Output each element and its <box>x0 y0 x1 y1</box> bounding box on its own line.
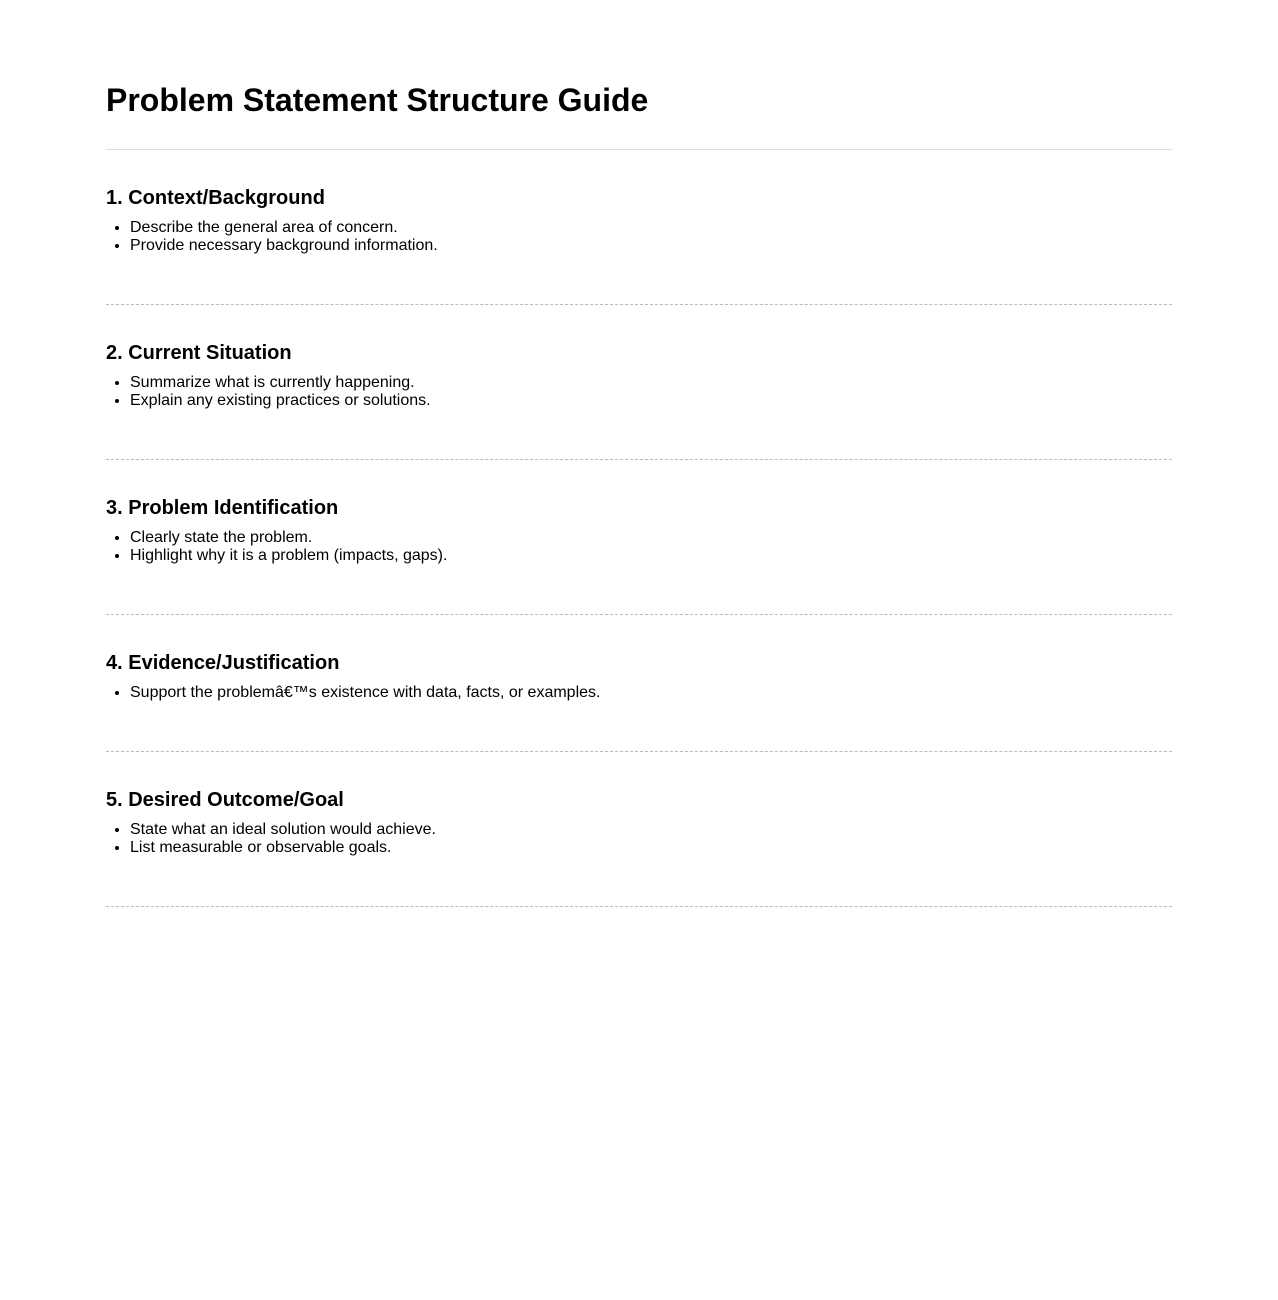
section-heading: 5. Desired Outcome/Goal <box>106 789 344 811</box>
page-title: Problem Statement Structure Guide <box>106 82 649 118</box>
section-context-background <box>106 150 1172 305</box>
bullet-list <box>106 374 1172 410</box>
section-problem-identification <box>106 460 1172 615</box>
list-item: • Explain any existing practices or solutions. <box>130 392 1172 410</box>
list-item: • List measurable or observable goals. <box>130 839 1172 857</box>
section-desired-outcome-goal <box>106 752 1172 907</box>
section-heading: 4. Evidence/Justification <box>106 652 340 674</box>
list-item: • Support the problemâ€™s existence with data, facts, or examples. <box>130 684 1172 702</box>
section-heading: 1. Context/Background <box>106 187 325 209</box>
bullet-list <box>106 529 1172 565</box>
section-heading: 3. Problem Identification <box>106 497 339 519</box>
section-current-situation <box>106 305 1172 460</box>
list-item: • Highlight why it is a problem (impacts, gaps). <box>130 547 1172 565</box>
bullet-list <box>106 821 1172 857</box>
list-item: • Clearly state the problem. <box>130 529 1172 547</box>
list-item: • State what an ideal solution would achieve. <box>130 821 1172 839</box>
list-item: • Describe the general area of concern. <box>130 219 1172 237</box>
section-evidence-justification <box>106 615 1172 752</box>
section-heading: 2. Current Situation <box>106 342 292 364</box>
list-item: • Provide necessary background information. <box>130 237 1172 255</box>
list-item: • Summarize what is currently happening. <box>130 374 1172 392</box>
bullet-list <box>106 684 1172 702</box>
bullet-list <box>106 219 1172 255</box>
sections-list <box>106 150 1172 907</box>
